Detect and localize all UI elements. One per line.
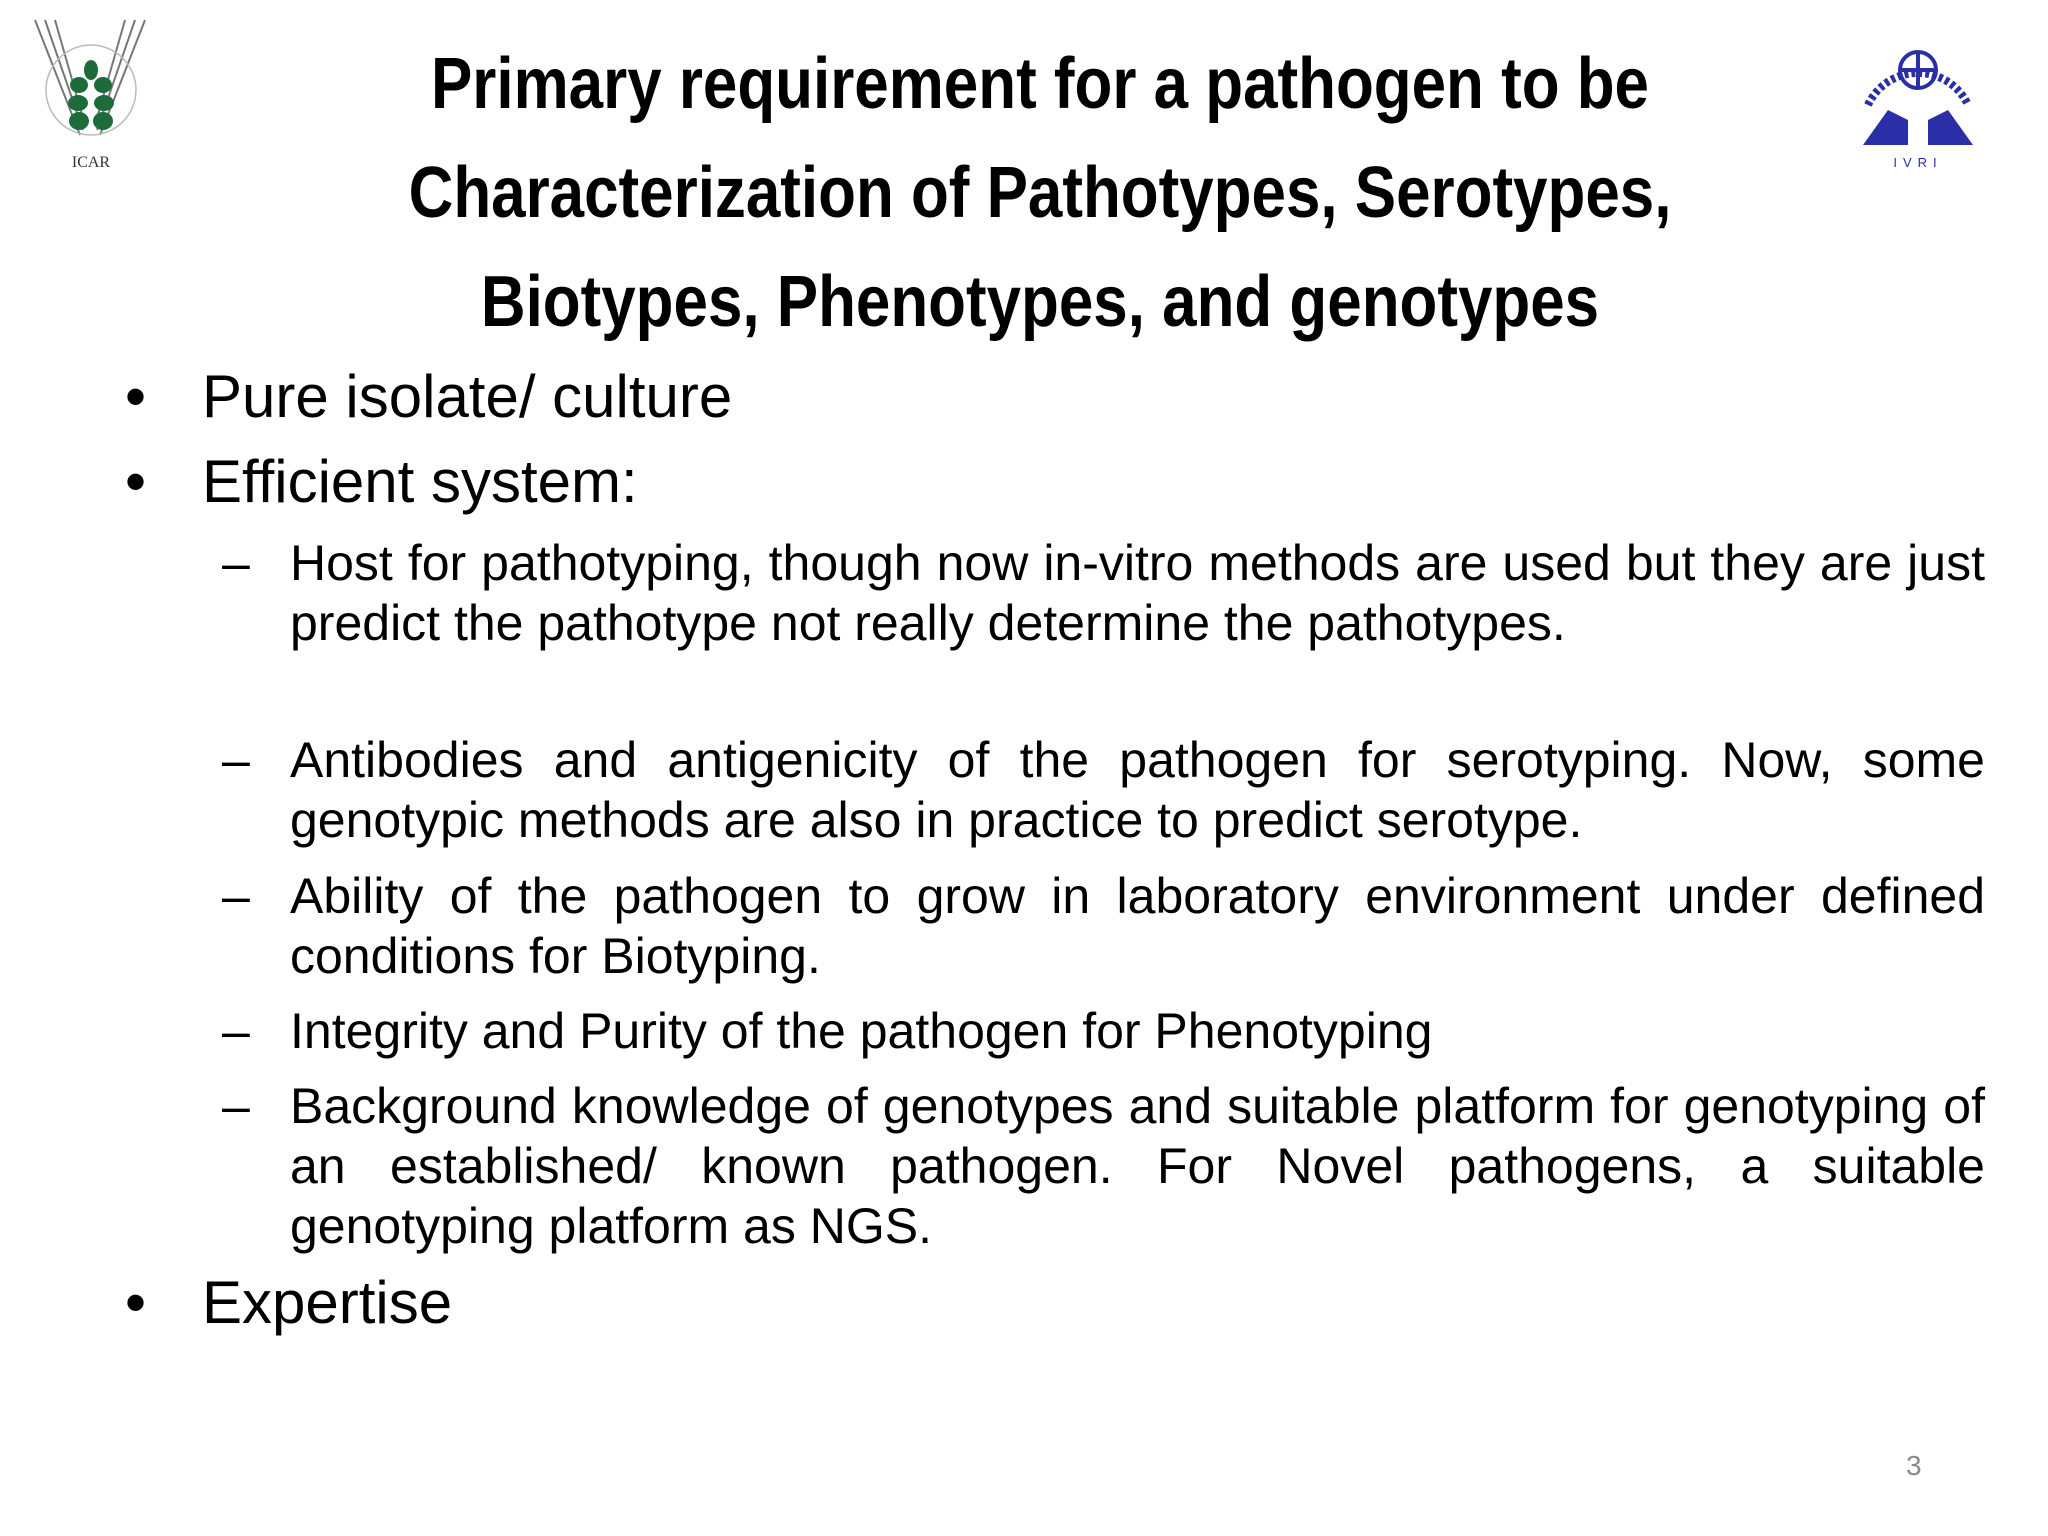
- sub-item: [222, 730, 1985, 850]
- slide-title: [180, 30, 1900, 357]
- sub-item-text: Antibodies and antigenicity of the pathogen for serotyping. Now, some genotypic methods are also in practice to predict serotype.: [290, 732, 1985, 848]
- bullet-text: Efficient system:: [202, 448, 638, 515]
- dash-icon: –: [222, 1078, 250, 1134]
- title-line: Biotypes, Phenotypes, and genotypes: [480, 262, 1600, 342]
- sub-item-text: Integrity and Purity of the pathogen for Phenotyping: [290, 1003, 1433, 1059]
- bullet-text: Expertise: [202, 1269, 453, 1336]
- bullet-icon: •: [125, 1269, 147, 1336]
- sub-item: [222, 533, 1985, 653]
- sub-item: [222, 1076, 1985, 1256]
- dash-icon: –: [222, 732, 250, 788]
- svg-text:ICAR: ICAR: [71, 154, 111, 171]
- bullet-icon: •: [125, 448, 147, 515]
- title-line: Primary requirement for a pathogen to be: [430, 44, 1650, 124]
- sub-item: [222, 866, 1985, 986]
- dash-icon: –: [222, 535, 250, 591]
- sub-item-text: Background knowledge of genotypes and suitable platform for genotyping of an established/ known pathogen. For Novel pathogens, a suitable genotyping platform as NGS.: [290, 1078, 1985, 1254]
- sub-item-text: Ability of the pathogen to grow in laboratory environment under defined conditions for Biotyping.: [290, 868, 1985, 984]
- title-line: Characterization of Pathotypes, Serotypes,: [408, 153, 1672, 233]
- dash-icon: –: [222, 1003, 250, 1059]
- dash-icon: –: [222, 868, 250, 924]
- sub-item-text: Host for pathotyping, though now in-vitro methods are used but they are just predict the pathotype not really determine the pathotypes.: [290, 535, 1985, 651]
- icar-logo: [25, 15, 155, 175]
- svg-text:IVRI: IVRI: [1893, 155, 1943, 170]
- page-number: 3: [1906, 1450, 1922, 1481]
- bullet-icon: •: [125, 363, 147, 430]
- sub-item: [222, 1001, 1985, 1061]
- bullet-text: Pure isolate/ culture: [202, 363, 733, 430]
